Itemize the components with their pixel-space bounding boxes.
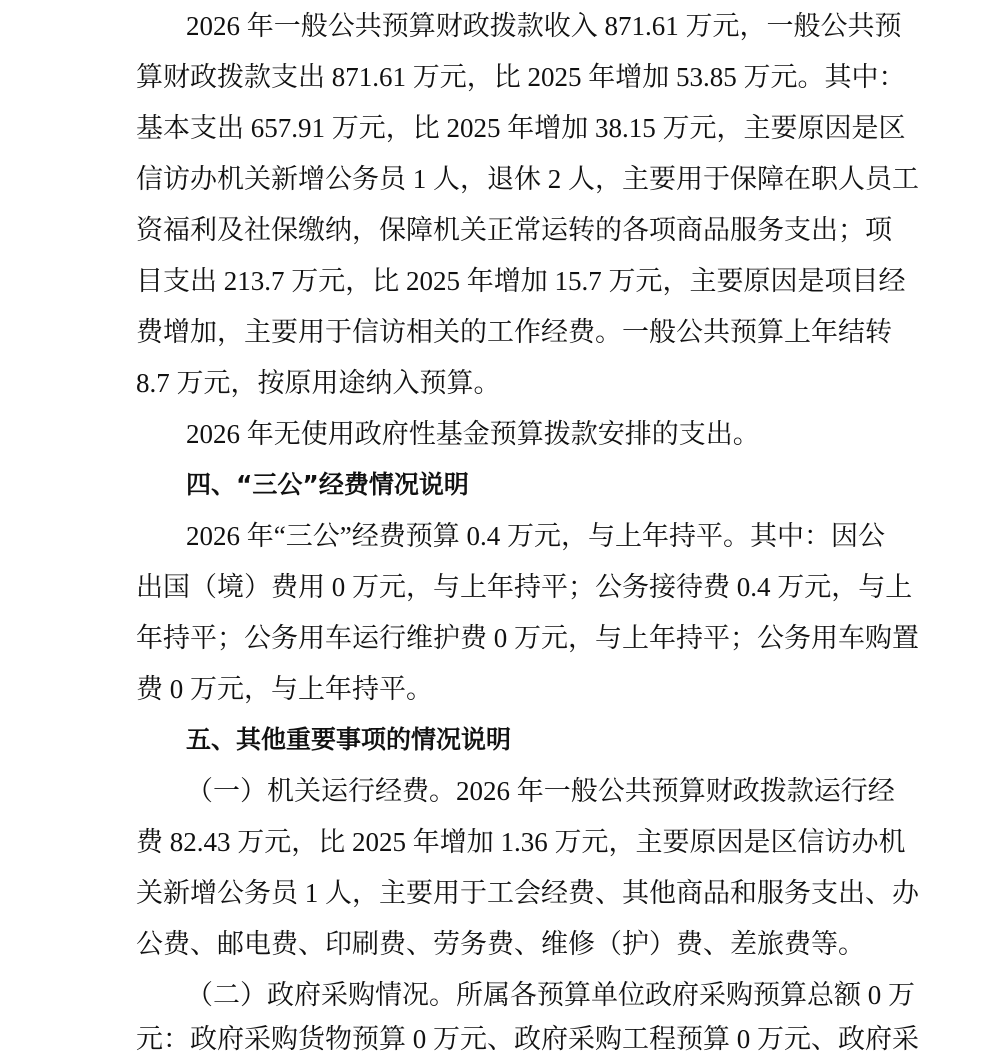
paragraph-line: 元：政府采购货物预算 0 万元、政府采购工程预算 0 万元、政府采	[136, 1024, 919, 1054]
paragraph-line: 出国（境）费用 0 万元，与上年持平；公务接待费 0.4 万元，与上	[136, 572, 913, 602]
paragraph-line: 公费、邮电费、印刷费、劳务费、维修（护）费、差旅费等。	[136, 929, 865, 959]
section-heading-other-matters: 五、其他重要事项的情况说明	[186, 725, 512, 754]
paragraph-line: 8.7 万元，按原用途纳入预算。	[136, 368, 501, 398]
paragraph-line: 费 0 万元，与上年持平。	[136, 674, 433, 704]
paragraph-line: 算财政拨款支出 871.61 万元，比 2025 年增加 53.85 万元。其中：	[136, 62, 906, 92]
paragraph-line: 年持平；公务用车运行维护费 0 万元，与上年持平；公务用车购置	[136, 623, 919, 653]
paragraph-line: （二）政府采购情况。所属各预算单位政府采购预算总额 0 万	[186, 980, 915, 1010]
paragraph-line: 2026 年一般公共预算财政拨款收入 871.61 万元，一般公共预	[186, 11, 902, 41]
paragraph-line: 费 82.43 万元，比 2025 年增加 1.36 万元，主要原因是区信访办机	[136, 827, 906, 857]
section-heading-three-public: 四、“三公”经费情况说明	[186, 470, 469, 499]
paragraph-line: 关新增公务员 1 人，主要用于工会经费、其他商品和服务支出、办	[136, 878, 919, 908]
paragraph-line: 2026 年“三公”经费预算 0.4 万元，与上年持平。其中：因公	[186, 521, 885, 551]
paragraph-line: 资福利及社保缴纳，保障机关正常运转的各项商品服务支出；项	[136, 215, 892, 245]
paragraph-line: （一）机关运行经费。2026 年一般公共预算财政拨款运行经	[186, 776, 895, 806]
paragraph-line: 信访办机关新增公务员 1 人，退休 2 人，主要用于保障在职人员工	[136, 164, 919, 194]
paragraph-line: 基本支出 657.91 万元，比 2025 年增加 38.15 万元，主要原因是区	[136, 113, 906, 143]
paragraph-line: 目支出 213.7 万元，比 2025 年增加 15.7 万元，主要原因是项目经	[136, 266, 906, 296]
paragraph-line: 费增加，主要用于信访相关的工作经费。一般公共预算上年结转	[136, 317, 892, 347]
paragraph-line: 2026 年无使用政府性基金预算拨款安排的支出。	[186, 419, 760, 449]
